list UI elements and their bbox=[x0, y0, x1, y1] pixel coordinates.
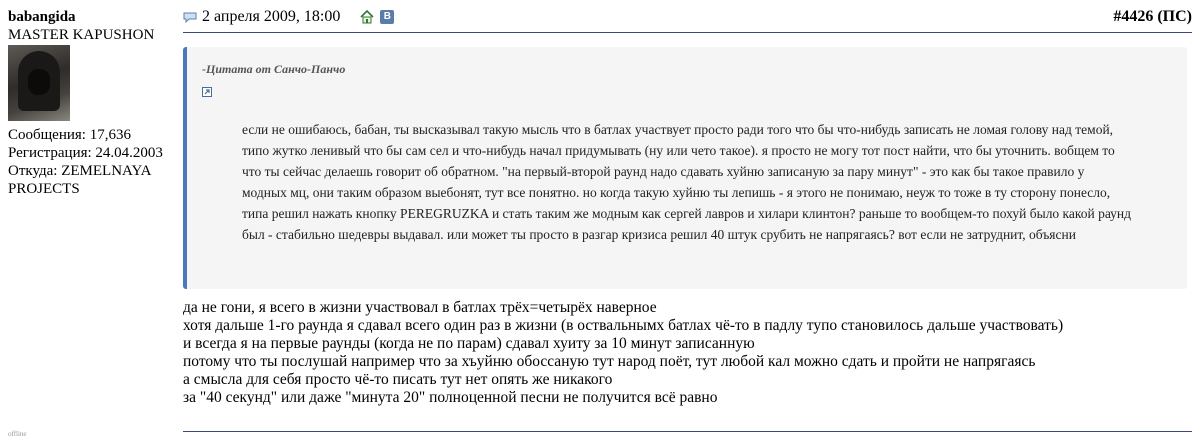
post-body-line: а смысла для себя просто чё-то писать тут нет опять же никакого bbox=[183, 371, 613, 388]
avatar-face bbox=[28, 69, 50, 95]
quote-author: -Цитата от Санчо-Панчо bbox=[202, 62, 346, 76]
ps-link[interactable]: (ПС) bbox=[1157, 8, 1192, 25]
vk-share-icon[interactable]: В bbox=[380, 10, 394, 24]
user-location-line2: PROJECTS bbox=[8, 181, 80, 197]
post-header bbox=[183, 6, 1192, 33]
post-body-line: хотя дальше 1-го раунда я сдавал всего один раз в жизни (в оствальнымх батлах чё-то в падлу тупо становилось дальше участвовать) bbox=[183, 317, 1064, 334]
post-body-line: потому что ты послушай например что за хъуйню обоссаную тут народ поёт, тут любой кал можно сдать и пройти не напрягаясь bbox=[183, 353, 1036, 370]
post-date: 2 апреля 2009, 18:00 bbox=[202, 8, 341, 25]
user-info bbox=[8, 8, 178, 198]
quote-link-icon[interactable] bbox=[202, 87, 212, 97]
post-number-link[interactable]: #4426 bbox=[1113, 8, 1154, 25]
post-body-line: и всегда я на первые раунды (когда не по парам) сдавал хуиту за 10 минут записанную bbox=[183, 335, 755, 352]
quote-block bbox=[183, 47, 1187, 289]
post-body bbox=[183, 299, 1193, 407]
avatar[interactable] bbox=[8, 45, 70, 121]
post-body-line: за "40 секунд" или даже "минута 20" полноценной песни не получится всё равно bbox=[183, 389, 718, 406]
username[interactable]: babangida bbox=[8, 9, 76, 25]
quote-text: если не ошибаюсь, бабан, ты высказывал такую мысль что в батлах участвует просто ради того что бы что-нибудь записать не ломая голову над темой, типо жутко ленивый что бы сам сел и что-нибудь начал придумывать (ну или чето такое). я просто не могу тот пост найти, что бы уточнить. вобщем то что ты сейчас делаешь говорит об обратном. "на первый-второй раунд надо сдавать хуйню записаную за пару минут" - это как бы такое правило у модных мц, они таким образом выебонят, тут все понятно. но когда такую хуйню ты лепишь - я этого не понимаю, неуж то тоже в ту сторону понесло, типа решил нажать кнопку PEREGRUZKA и стать таким же модным как сергей лавров и хилари клинтон? раньше то вообщем-то похуй было какой раунд был - стабильно шедевры выдавал. или может ты просто в разгар кризиса решил 40 штук срубить не напрягаясь? вот если не затруднит, объясни bbox=[242, 122, 1132, 242]
user-registration-date: Регистрация: 24.04.2003 bbox=[8, 145, 163, 161]
post-body-line: да не гони, я всего в жизни участвовал в батлах трёх=четырёх наверное bbox=[183, 299, 657, 316]
user-location-line1: Откуда: ZEMELNAYA bbox=[8, 163, 152, 179]
home-icon[interactable] bbox=[360, 10, 374, 24]
user-rank: MASTER KAPUSHON bbox=[8, 27, 155, 43]
user-post-count: Сообщения: 17,636 bbox=[8, 127, 131, 143]
post-icon bbox=[183, 12, 197, 23]
offline-status: offline bbox=[8, 430, 27, 438]
post-footer-divider bbox=[183, 431, 1192, 432]
